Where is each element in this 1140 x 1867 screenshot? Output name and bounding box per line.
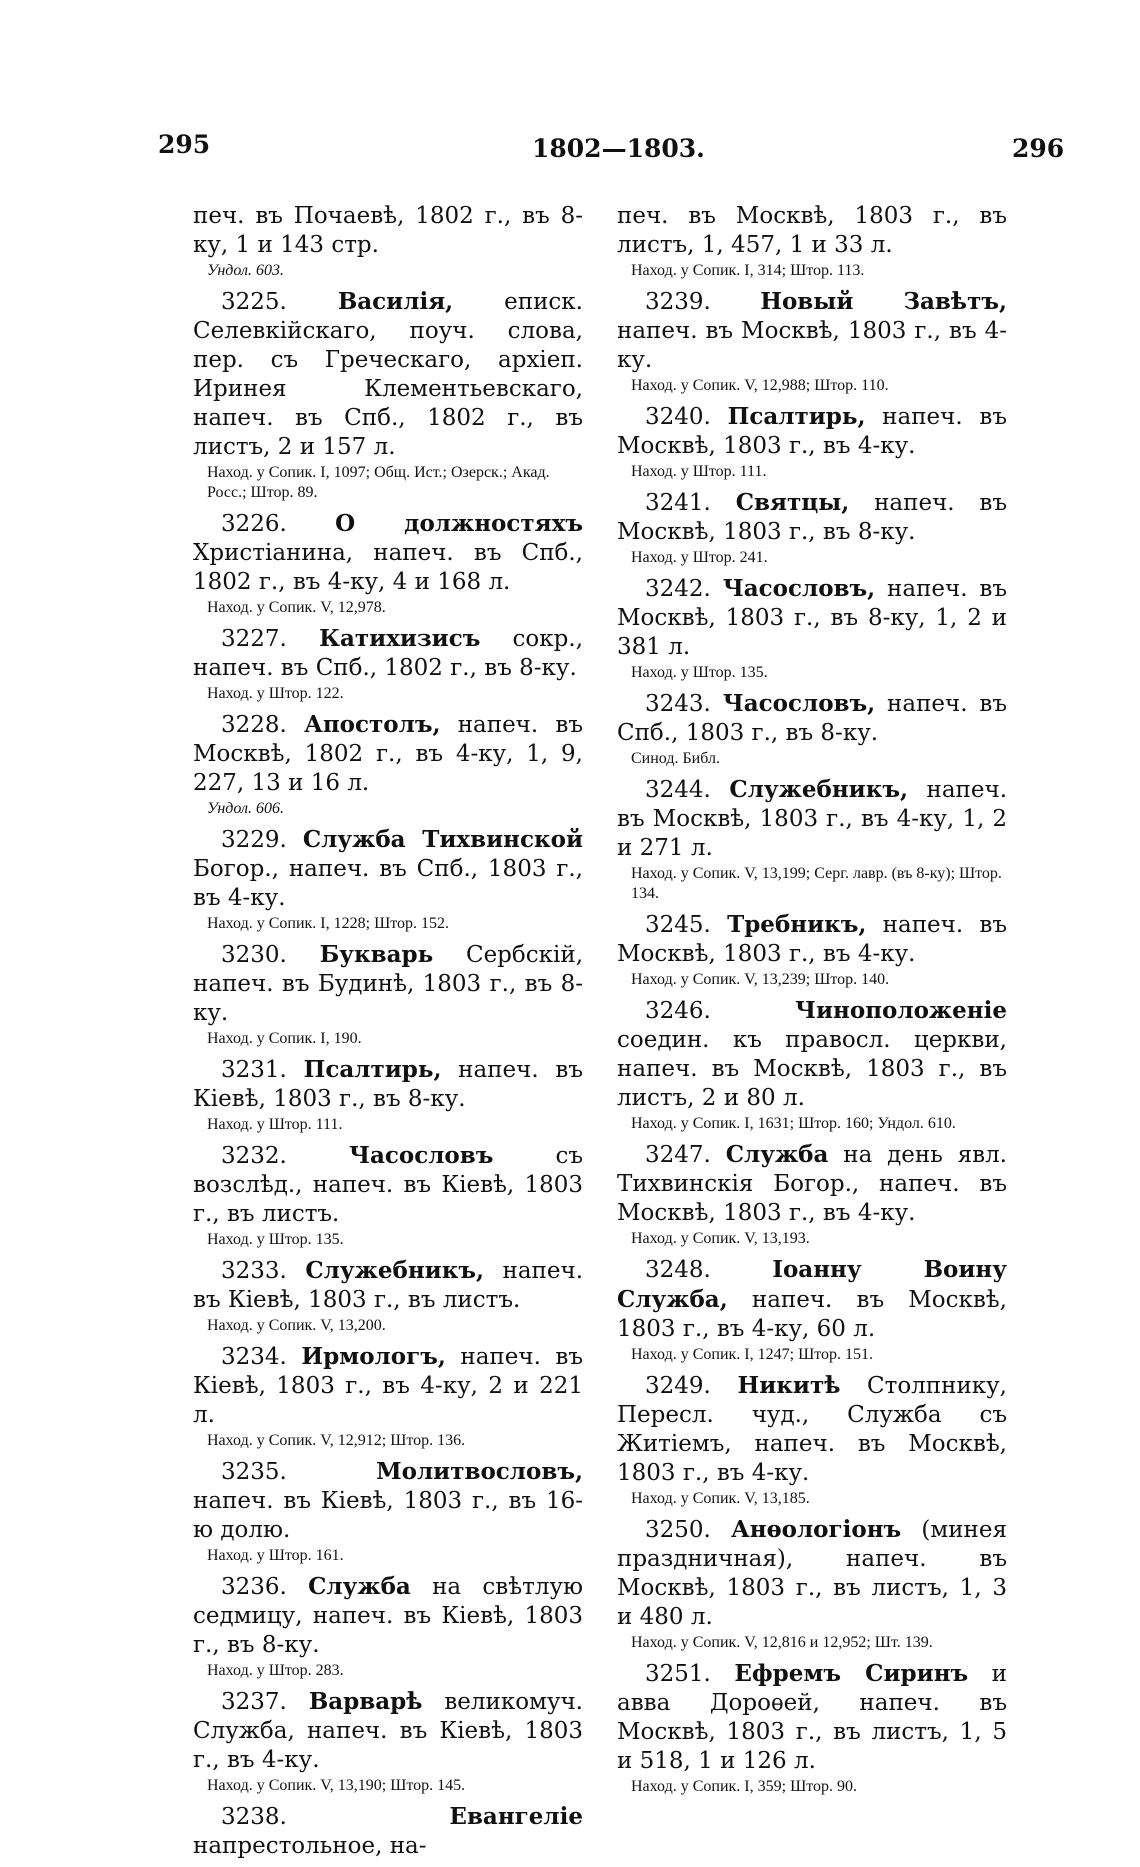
entry-location: Наход. у Сопик. V, 13,200. (207, 1317, 386, 1334)
catalog-entry (617, 1140, 1007, 1249)
entry-number: 3245. (645, 912, 711, 938)
entry-text: Богор., напеч. въ Спб., 1803 г., въ 4-ку. (193, 856, 583, 911)
entry-text: на свѣтлую седмицу, напеч. въ Кіевѣ, 1803 г., въ 8-ку. (193, 1574, 583, 1658)
entry-location: Наход. у Сопик. I, 314; Штор. 113. (631, 262, 865, 279)
entry-location: Наход. у Сопик. V, 13,185. (631, 1490, 810, 1507)
catalog-entry (193, 1256, 583, 1336)
entry-text: напеч. въ Москвѣ, 1803 г., въ 4-ку, 1, 2 и 271 л. (617, 777, 1007, 861)
entry-number: 3227. (221, 626, 287, 652)
entry-text: напеч. въ Кіевѣ, 1803 г., въ листъ. (193, 1258, 583, 1313)
entry-keyword: Василія, (337, 288, 454, 315)
entry-number: 3244. (645, 777, 711, 803)
entry-number: 3228. (221, 712, 287, 738)
catalog-entry (193, 509, 583, 618)
entry-text: напеч. въ Москвѣ, 1802 г., въ 4-ку, 1, 9, 227, 13 и 16 л. (193, 712, 583, 796)
entry-location: Наход. у Сопик. I, 1247; Штор. 151. (631, 1346, 873, 1363)
entry-location: Наход. у Сопик. I, 1631; Штор. 160; Ундол. 610. (631, 1115, 956, 1132)
entry-location: Наход. у Сопик. V, 13,199; Серг. лавр. (въ 8-ку); Штор. 134. (631, 865, 1002, 902)
entry-keyword: Служба (725, 1141, 829, 1168)
entry-number: 3230. (221, 942, 287, 968)
entry-number: 3237. (221, 1689, 287, 1715)
entry-keyword: Служебникъ, (305, 1257, 484, 1284)
entry-keyword: Служба Тихвинской (302, 826, 584, 853)
entry-number: 3241. (645, 490, 711, 516)
entry-location: Наход. у Сопик. I, 359; Штор. 90. (631, 1778, 857, 1795)
entry-keyword: Святцы, (735, 489, 850, 516)
entry-location: Наход. у Штор. 135. (631, 664, 768, 681)
catalog-entry (617, 287, 1007, 396)
entry-text: Столпнику, Пересл. чуд., Служба съ Житіемъ, напеч. въ Москвѣ, 1803 г., въ 4-ку. (617, 1373, 1007, 1486)
entry-keyword: Евангеліе (449, 1803, 583, 1830)
catalog-entry (193, 1687, 583, 1796)
entry-text: напеч. въ Москвѣ, 1803 г., въ 4-ку. (617, 318, 1007, 373)
catalog-entry (193, 1572, 583, 1681)
right-page-number: 296 (1012, 134, 1065, 163)
entry-text: напеч. въ Кіевѣ, 1803 г., въ 8-ку. (193, 1057, 583, 1112)
entry-location: Наход. у Штор. 135. (207, 1231, 344, 1248)
entry-number: 3243. (645, 691, 711, 717)
entry-keyword: Никитѣ (737, 1372, 841, 1399)
entry-keyword: Требникъ, (727, 911, 867, 938)
entry-location: Наход. у Сопик. V, 12,816 и 12,952; Шт. 139. (631, 1634, 933, 1651)
entry-keyword: Катихизисъ (319, 625, 481, 652)
left-page-number: 295 (158, 130, 211, 159)
entry-number: 3229. (221, 827, 287, 853)
entry-number: 3247. (645, 1142, 711, 1168)
entry-number: 3242. (645, 576, 711, 602)
catalog-entry (617, 402, 1007, 482)
entry-location: Ундол. 603. (207, 262, 284, 279)
entry-number: 3225. (221, 289, 287, 315)
page-header (0, 130, 1140, 170)
entry-text: напеч. въ Москвѣ, 1803 г., въ 4-ку, 60 л. (617, 1287, 1007, 1342)
entry-location: Синод. Библ. (631, 750, 720, 767)
catalog-entry (193, 1141, 583, 1250)
entry-text: напрестольное, на- (193, 1833, 427, 1859)
entry-keyword: Ирмологъ, (301, 1343, 446, 1370)
entry-location: Наход. у Сопик. V, 13,193. (631, 1230, 810, 1247)
catalog-entry (617, 1371, 1007, 1509)
catalog-entry (617, 1515, 1007, 1653)
entry-number: 3246. (645, 998, 711, 1024)
entry-number: 3231. (221, 1057, 287, 1083)
entry-location: Наход. у Сопик. V, 13,239; Штор. 140. (631, 971, 890, 988)
entry-text: еписк. Селевкійскаго, поуч. слова, пер. съ Греческаго, архіеп. Иринея Клементьевскаго, напеч. въ Спб., 1802 г., въ листъ, 2 и 157 л. (193, 289, 583, 460)
catalog-entry (617, 775, 1007, 904)
entry-location: Наход. у Штор. 122. (207, 685, 344, 702)
catalog-entry (193, 1802, 583, 1861)
entry-keyword: Анѳологіонъ (731, 1516, 902, 1543)
entry-location: Ундол. 606. (207, 800, 284, 817)
entry-text: печ. въ Почаевѣ, 1802 г., въ 8-ку, 1 и 143 стр. (193, 203, 583, 258)
entry-location: Наход. у Сопик. V, 13,190; Штор. 145. (207, 1777, 466, 1794)
right-column (617, 202, 1007, 1803)
entry-keyword: Чиноположеніе (794, 997, 1007, 1024)
entry-keyword: Служебникъ, (729, 776, 908, 803)
entry-number: 3226. (221, 511, 287, 537)
entry-location: Наход. у Сопик. V, 12,912; Штор. 136. (207, 1432, 466, 1449)
entry-keyword: Служба (308, 1573, 411, 1600)
catalog-entry (193, 287, 583, 503)
entry-location: Наход. у Сопик. V, 12,988; Штор. 110. (631, 377, 889, 394)
entry-location: Наход. у Штор. 111. (207, 1116, 343, 1133)
entry-number: 3250. (645, 1517, 711, 1543)
entry-keyword: Часословъ (348, 1142, 494, 1169)
catalog-entry (193, 940, 583, 1049)
entry-number: 3233. (221, 1258, 287, 1284)
entry-number: 3238. (221, 1804, 287, 1830)
entry-number: 3251. (645, 1661, 711, 1687)
catalog-entry (193, 1342, 583, 1451)
catalog-entry (617, 1659, 1007, 1797)
entry-location: Наход. у Сопик. I, 1228; Штор. 152. (207, 915, 449, 932)
entry-text: и авва Дороѳей, напеч. въ Москвѣ, 1803 г., въ листъ, 1, 5 и 518, 1 и 126 л. (617, 1661, 1008, 1774)
entry-text: печ. въ Москвѣ, 1803 г., въ листъ, 1, 457, 1 и 33 л. (617, 203, 1007, 258)
running-title-years: 1802—1803. (532, 134, 705, 163)
entry-keyword: Молитвословъ, (376, 1458, 583, 1485)
entry-text: съ возслѣд., напеч. въ Кіевѣ, 1803 г., въ листъ. (193, 1143, 583, 1227)
entry-text: сокр., напеч. въ Спб., 1802 г., въ 8-ку. (193, 626, 584, 681)
entry-number: 3239. (645, 289, 711, 315)
entry-keyword: Псалтирь, (303, 1056, 442, 1083)
entry-keyword: Ефремъ Сиринъ (734, 1660, 969, 1687)
entry-location: Наход. у Штор. 283. (207, 1662, 344, 1679)
left-column (193, 202, 583, 1867)
entry-text: (минея праздничная), напеч. въ Москвѣ, 1803 г., въ листъ, 1, 3 и 480 л. (617, 1517, 1007, 1630)
entry-text: напеч. въ Спб., 1803 г., въ 8-ку. (617, 691, 1007, 746)
entry-keyword: Варварѣ (308, 1688, 423, 1715)
entry-keyword: Букварь (319, 941, 434, 968)
entry-location: Наход. у Сопик. V, 12,978. (207, 599, 386, 616)
catalog-entry (617, 910, 1007, 990)
entry-text: напеч. въ Москвѣ, 1803 г., въ 4-ку. (617, 404, 1007, 459)
entry-keyword: Новый Завѣтъ, (760, 288, 1007, 315)
entry-text: напеч. въ Москвѣ, 1803 г., въ 4-ку. (617, 912, 1007, 967)
catalog-entry (617, 996, 1007, 1134)
entry-location: Наход. у Сопик. I, 190. (207, 1030, 362, 1047)
catalog-entry (617, 488, 1007, 568)
entry-location: Наход. у Сопик. I, 1097; Общ. Ист.; Озерск.; Акад. Росс.; Штор. 89. (207, 464, 550, 501)
entry-text: напеч. въ Кіевѣ, 1803 г., въ 16-ю долю. (193, 1488, 583, 1543)
catalog-entry (193, 1055, 583, 1135)
entry-number: 3235. (221, 1459, 287, 1485)
catalog-entry (193, 1457, 583, 1566)
entry-text: напеч. въ Москвѣ, 1803 г., въ 8-ку. (617, 490, 1007, 545)
entry-keyword: Іоанну Воину Служба, (617, 1256, 1007, 1313)
continuation-entry (617, 202, 1007, 281)
continuation-entry (193, 202, 583, 281)
entry-keyword: Часословъ, (722, 575, 876, 602)
entry-text: напеч. въ Кіевѣ, 1803 г., въ 4-ку, 2 и 221 л. (193, 1344, 583, 1428)
entry-number: 3248. (645, 1257, 711, 1283)
catalog-entry (617, 1255, 1007, 1365)
entry-keyword: О должностяхъ (335, 510, 584, 537)
entry-location: Наход. у Штор. 241. (631, 549, 768, 566)
entry-text: великомуч. Служба, напеч. въ Кіевѣ, 1803 г., въ 4-ку. (193, 1689, 583, 1773)
entry-number: 3240. (645, 404, 711, 430)
entry-text: соедин. къ правосл. церкви, напеч. въ Москвѣ, 1803 г., въ листъ, 2 и 80 л. (617, 1027, 1007, 1111)
catalog-entry (617, 574, 1007, 683)
entry-number: 3234. (221, 1344, 287, 1370)
entry-location: Наход. у Штор. 161. (207, 1547, 344, 1564)
entry-keyword: Апостолъ, (304, 711, 441, 738)
catalog-entry (617, 689, 1007, 769)
entry-location: Наход. у Штор. 111. (631, 463, 767, 480)
entry-text: Сербскій, напеч. въ Будинѣ, 1803 г., въ 8-ку. (193, 942, 584, 1026)
entry-text: на день явл. Тихвинскія Богор., напеч. въ Москвѣ, 1803 г., въ 4-ку. (617, 1142, 1007, 1226)
entry-text: напеч. въ Москвѣ, 1803 г., въ 8-ку, 1, 2 и 381 л. (617, 576, 1007, 660)
entry-number: 3232. (221, 1143, 287, 1169)
entry-text: Христіанина, напеч. въ Спб., 1802 г., въ 4-ку, 4 и 168 л. (193, 540, 583, 595)
entry-number: 3236. (221, 1574, 287, 1600)
entry-keyword: Часословъ, (722, 690, 876, 717)
catalog-entry (193, 825, 583, 934)
entry-keyword: Псалтирь, (727, 403, 866, 430)
catalog-entry (193, 710, 583, 819)
entry-number: 3249. (645, 1373, 711, 1399)
catalog-entry (193, 624, 583, 704)
